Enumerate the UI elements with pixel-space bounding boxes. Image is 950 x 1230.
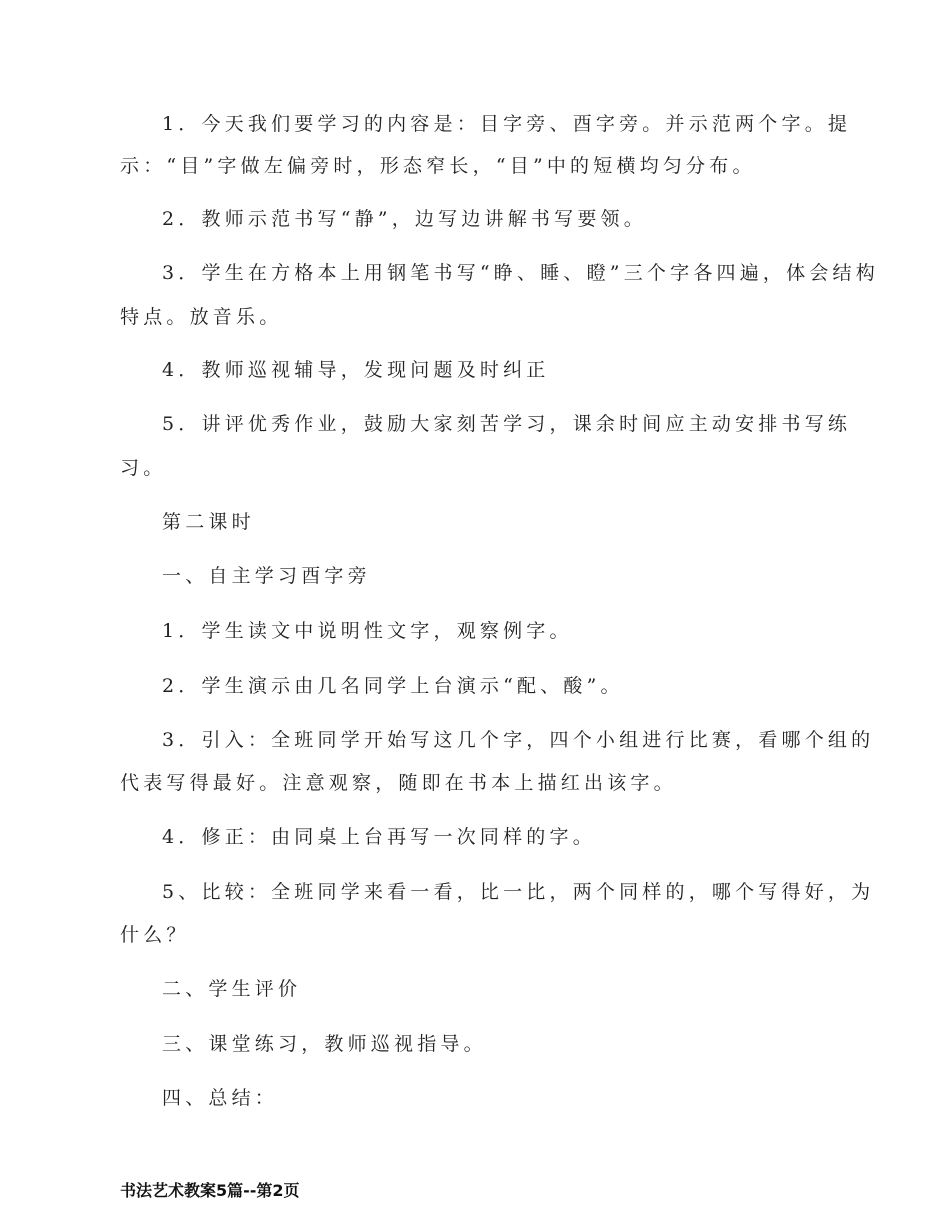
section-heading: 一、自主学习酉字旁: [162, 565, 371, 587]
paragraph-line: 习。: [120, 457, 167, 479]
section-heading: 四、总结：: [162, 1087, 279, 1109]
paragraph-line: 1．今天我们要学习的内容是：目字旁、酉字旁。并示范两个字。提: [162, 113, 852, 135]
paragraph-line: 1．学生读文中说明性文字，观察例字。: [162, 620, 573, 642]
paragraph-line: 4．教师巡视辅导，发现问题及时纠正: [162, 359, 550, 381]
paragraph-line: 5．讲评优秀作业，鼓励大家刻苦学习，课余时间应主动安排书写练: [162, 413, 852, 435]
page-footer: 书法艺术教案5篇--第2页: [120, 1181, 300, 1200]
paragraph-line: 3．学生在方格本上用钢笔书写“睁、睡、瞪”三个字各四遍，体会结构: [162, 262, 879, 284]
paragraph-line: 代表写得最好。注意观察，随即在书本上描红出该字。: [120, 772, 677, 794]
paragraph-line: 2．教师示范书写“静”，边写边讲解书写要领。: [162, 208, 647, 230]
paragraph-line: 3．引入：全班同学开始写这几个字，四个小组进行比赛，看哪个组的: [162, 729, 875, 751]
paragraph-line: 2．学生演示由几名同学上台演示“配、酸”。: [162, 675, 624, 697]
section-heading: 三、课堂练习，教师巡视指导。: [162, 1033, 487, 1055]
paragraph-line: 示：“目”字做左偏旁时，形态窄长，“目”中的短横均匀分布。: [120, 155, 756, 177]
paragraph-line: 什么？: [120, 924, 190, 946]
paragraph-line: 4．修正：由同桌上台再写一次同样的字。: [162, 826, 596, 848]
paragraph-line: 特点。放音乐。: [120, 306, 283, 328]
section-heading: 二、学生评价: [162, 978, 302, 1000]
section-heading: 第二课时: [162, 511, 255, 533]
paragraph-line: 5、比较：全班同学来看一看，比一比，两个同样的，哪个写得好，为: [162, 881, 875, 903]
